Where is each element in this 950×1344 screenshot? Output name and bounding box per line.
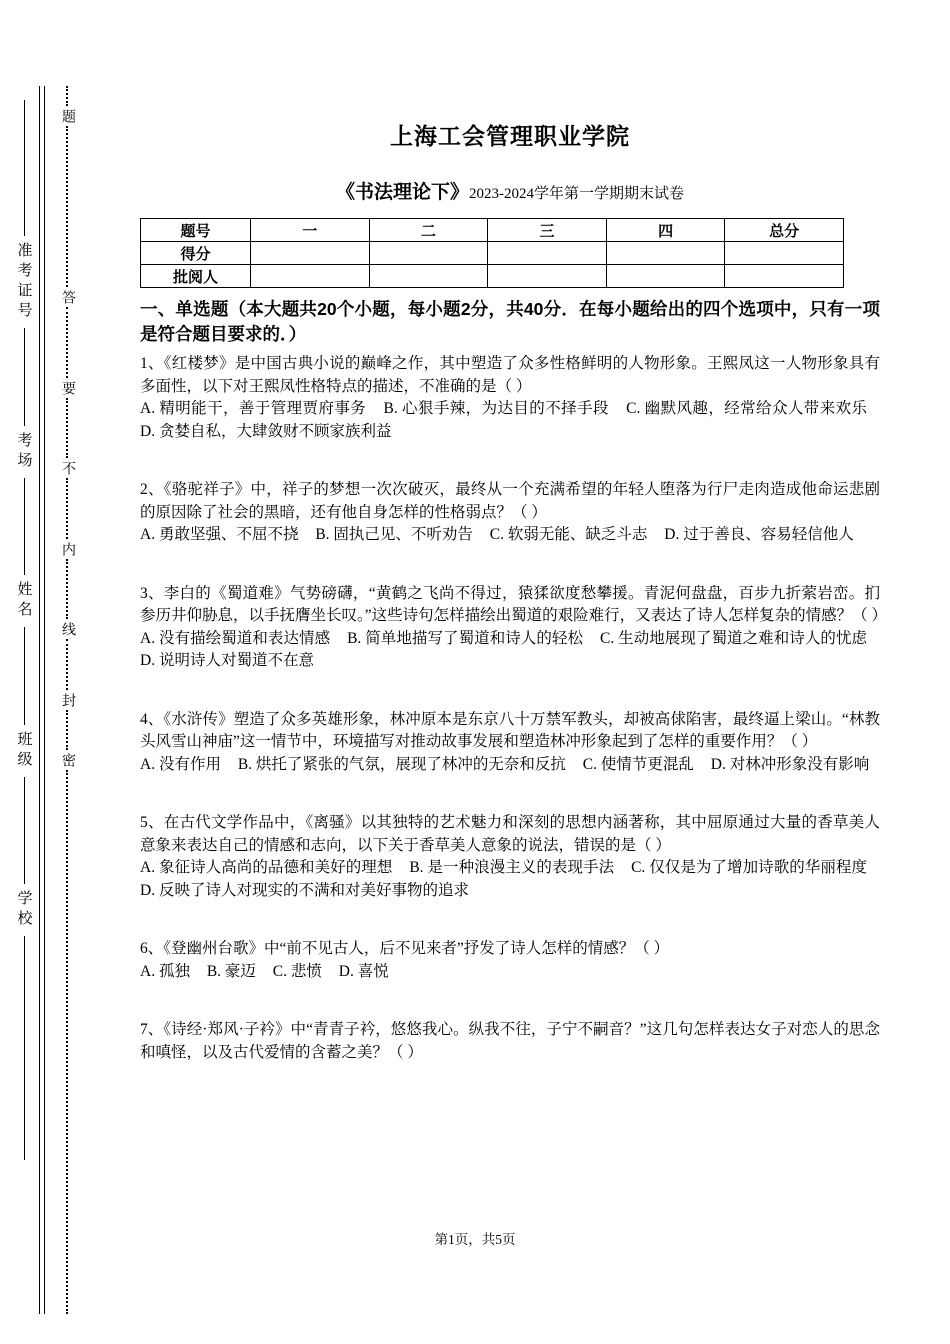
score-cell [725,265,844,288]
seal-char: 答 [60,290,75,305]
option: B. 简单地描写了蜀道和诗人的轻松 [347,629,584,647]
seal-dotted-segment [66,639,68,689]
option: C. 仅仅是为了增加诗歌的华丽程度 [631,859,867,876]
question-6 [140,938,880,983]
question-2 [140,479,880,547]
score-cell [369,265,488,288]
score-row-label: 批阅人 [141,265,251,288]
score-header-cell: 三 [488,219,607,242]
option: A. 孤独 [140,962,190,980]
score-header-cell: 二 [369,219,488,242]
option: A. 勇敢坚强、不屈不挠 [140,526,299,543]
question-stem: 3、李白的《蜀道难》气势磅礴，“黄鹤之飞尚不得过，猿猱欲度愁攀援。青泥何盘盘，百步九折萦岩峦。扪参历井仰胁息，以手抚膺坐长叹。”这些诗句怎样描绘出蜀道的艰险难行，又表达了诗人怎样复杂的情感？（ ） [140,584,888,624]
score-cell [488,265,607,288]
underline-segment [24,627,25,724]
seal-char: 线 [60,622,75,637]
field-label-name: 姓名 [15,581,32,622]
underline-segment [24,328,25,425]
question-stem: 7、《诗经·郑风·子衿》中“青青子衿，悠悠我心。纵我不往，子宁不嗣音？”这几句怎样表达女子对恋人的思念和嗔怪，以及古代爱情的含蓄之美？（ ） [140,1021,880,1061]
score-header-cell: 总分 [725,219,844,242]
option: D. 对林冲形象没有影响 [710,755,870,773]
student-info-column [12,100,36,1160]
question-stem: 4、《水浒传》塑造了众多英雄形象，林冲原本是东京八十万禁军教头，却被高俅陷害，最终逼上梁山。“林教头风雪山神庙”这一情节中，环境描写对推动故事发展和塑造林冲形象起到了怎样的重要作用？（ ） [140,710,880,750]
seal-char: 密 [60,752,75,767]
underline-segment [24,936,25,1160]
seal-char: 要 [60,380,75,395]
term-label: 2023-2024学年第一学期期末试卷 [469,186,684,202]
option: C. 悲愤 [272,962,322,980]
field-label-exam-room: 考场 [15,431,32,472]
score-table-header-row [141,219,844,242]
option: B. 豪迈 [206,962,256,980]
field-label-school: 学校 [15,889,32,930]
score-header-cell: 一 [251,219,370,242]
question-1 [140,353,880,443]
score-cell [606,265,725,288]
field-label-exam-number: 准考证号 [15,242,32,323]
question-5 [140,812,880,902]
option: A. 没有作用 [140,755,221,773]
option: A. 没有描绘蜀道和表达情感 [140,629,331,647]
underline-segment [24,100,25,236]
seal-char: 内 [60,541,75,556]
score-row [141,242,844,265]
question-stem: 1、《红楼梦》是中国古典小说的巅峰之作，其中塑造了众多性格鲜明的人物形象。王熙凤这一人物形象具有多面性，以下对王熙凤性格特点的描述，不准确的是（ ） [140,355,880,395]
question-stem: 5、在古代文学作品中，《离骚》以其独特的艺术魅力和深刻的思想内涵著称，其中屈原通过大量的香草美人意象来表达自己的情感和志向，以下关于香草美人意象的说法，错误的是（ ） [140,814,880,854]
seal-dotted-segment [66,126,68,287]
score-cell [251,265,370,288]
option: D. 说明诗人对蜀道不在意 [140,652,314,669]
underline-segment [24,478,25,575]
option: C. 生动地展现了蜀道之难和诗人的忧虑 [599,629,868,647]
score-header-cell: 四 [606,219,725,242]
seal-dotted-segment [66,710,68,750]
exam-content [140,0,888,1064]
option: C. 使情节更混乱 [582,755,694,773]
question-stem: 2、《骆驼祥子》中，祥子的梦想一次次破灭，最终从一个充满希望的年轻人堕落为行尸走肉造成他命运悲剧的原因除了社会的黑暗，还有他自身怎样的性格弱点？（ ） [140,481,880,521]
seal-dotted-segment [66,478,68,538]
option: A. 精明能干，善于管理贾府事务 [140,400,367,417]
question-options [140,961,880,984]
seal-dotted-segment [66,398,68,458]
question-options [140,628,880,673]
score-row-label: 得分 [141,242,251,265]
exam-subtitle [140,177,880,204]
option: D. 贪婪自私，大肆敛财不顾家族利益 [140,422,392,440]
option: B. 是一种浪漫主义的表现手法 [409,859,615,876]
option: C. 幽默风趣，经常给众人带来欢乐 [626,400,868,417]
question-4 [140,709,880,777]
binding-rule-line [39,86,40,1314]
page-number: 第1页，共5页 [434,1232,516,1247]
seal-line-column [58,86,76,1314]
option: D. 喜悦 [338,962,389,980]
option: D. 过于善良、容易轻信他人 [664,526,854,543]
section-one-heading: 一、单选题（本大题共20个小题，每小题2分，共40分．在每小题给出的四个选项中，只有一项是符合题目要求的．） [140,299,880,344]
binding-rule-line [44,86,45,1314]
question-options [140,398,880,443]
seal-char: 不 [60,461,75,476]
question-stem: 6、《登幽州台歌》中“前不见古人，后不见来者”抒发了诗人怎样的情感？（ ） [140,940,670,957]
reviewer-row [141,265,844,288]
option: C. 软弱无能、缺乏斗志 [489,526,648,543]
question-7 [140,1019,880,1064]
field-label-class: 班级 [15,730,32,771]
course-name: 《书法理论下》 [335,182,469,203]
score-cell [488,242,607,265]
question-options [140,524,880,547]
option: D. 反映了诗人对现实的不满和对美好事物的追求 [140,881,469,899]
question-options [140,857,880,902]
score-cell [725,242,844,265]
question-list [140,353,888,1064]
school-title: 上海工会管理职业学院 [390,123,630,149]
option: A. 象征诗人高尚的品德和美好的理想 [140,859,393,876]
score-table [140,218,844,288]
option: B. 心狠手辣，为达目的不择手段 [383,400,609,417]
score-cell [251,242,370,265]
underline-segment [24,777,25,884]
seal-dotted-segment [66,559,68,619]
seal-char: 题 [60,109,75,124]
question-options [140,754,880,777]
seal-char: 封 [60,692,75,707]
option: B. 烘托了紧张的气氛，展现了林冲的无奈和反抗 [237,755,566,773]
score-header-cell: 题号 [141,219,251,242]
question-3 [140,583,888,673]
score-cell [606,242,725,265]
score-cell [369,242,488,265]
option: B. 固执己见、不听劝告 [315,526,473,543]
seal-dotted-segment [66,86,68,106]
seal-dotted-segment [66,307,68,378]
